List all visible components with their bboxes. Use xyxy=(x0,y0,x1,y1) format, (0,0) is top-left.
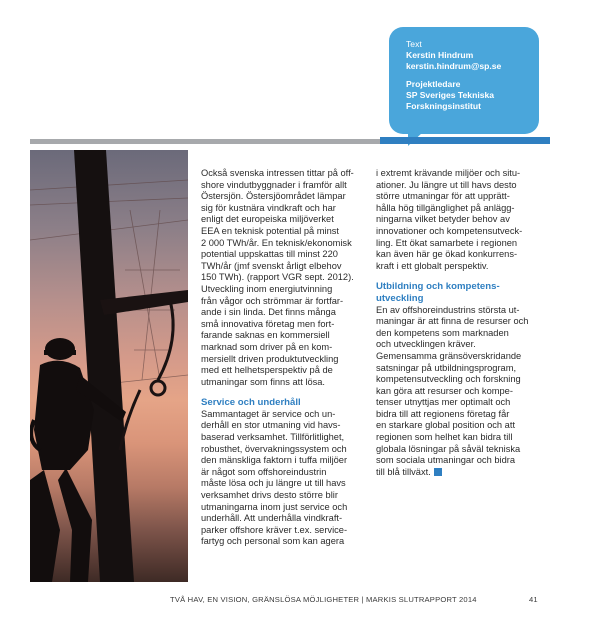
text-line: och utvecklingen kräver. xyxy=(376,339,476,350)
text-column-left xyxy=(201,168,364,548)
text-line: med ett helhetsperspektiv på de xyxy=(201,365,333,376)
text-line: enligt det europeiska miljöverket xyxy=(201,214,334,225)
text-line: ningarna vilket betyder behov av xyxy=(376,214,510,225)
text-line: kan även här ge ökad konkurrens- xyxy=(376,249,518,260)
text-line: större utmaningar för att upprätt- xyxy=(376,191,510,202)
text-line: TWh/år (jmf svenskt årligt elbehov xyxy=(201,260,342,271)
text-line: 150 TWh). (rapport VGR sept. 2012). xyxy=(201,272,354,283)
text-line: parker offshore kräver t.ex. service- xyxy=(201,524,348,535)
text-line: den kompetens som marknaden xyxy=(376,327,509,338)
article-end-mark xyxy=(434,468,442,476)
text-line: till blå tillväxt. xyxy=(376,467,540,479)
footer-title: TVÅ HAV, EN VISION, GRÄNSLÖSA MÖJLIGHETER | MARKIS SLUTRAPPORT 2014 xyxy=(170,595,477,604)
text-line: små innovativa företag men fort- xyxy=(201,318,335,329)
text-line: marknad som driver på en kom- xyxy=(201,341,333,352)
heading-education xyxy=(376,281,540,304)
column-right-paragraph-1 xyxy=(376,168,540,272)
text-line: bidra till att regionens företag får xyxy=(376,408,510,419)
column-right-paragraph-2 xyxy=(376,305,540,479)
text-line: En av offshoreindustrins största ut- xyxy=(376,304,520,315)
text-line: utmaningarna inom just service och xyxy=(201,501,348,512)
text-line: Östersjön. Östersjöområdet lämpar xyxy=(201,191,346,202)
text-line: EEA en teknisk potential på minst xyxy=(201,225,339,236)
text-line: ationer. Ju längre ut till havs desto xyxy=(376,179,517,190)
text-line: från vågor och strömmar är fortfar- xyxy=(201,295,344,306)
column-left-paragraph-2 xyxy=(201,409,364,548)
text-line: baserad verksamhet. Tillförlitlighet, xyxy=(201,432,345,443)
text-line: kompetensutveckling och forskning xyxy=(376,374,521,385)
text-line: Sammantaget är service och un- xyxy=(201,408,336,419)
text-line: tenser utnyttjas mer optimalt och xyxy=(376,397,511,408)
text-line: Gemensamma gränsöverskridande xyxy=(376,350,522,361)
text-line: kan göra att resurser och kompe- xyxy=(376,385,513,396)
text-line: i extremt krävande miljöer och situ- xyxy=(376,168,521,178)
text-line: ling. Ett ökat samarbete i regionen xyxy=(376,237,518,248)
text-line: potential uppskattas till minst 220 xyxy=(201,249,338,260)
heading-education-line1: Utbildning och kompetens- xyxy=(376,281,500,293)
text-line: är något som offshoreindustrin xyxy=(201,466,327,477)
text-line: den mänskliga faktorn i tuffa miljöer xyxy=(201,455,348,466)
contact-org-line1: SP Sveriges Tekniska xyxy=(406,90,495,100)
contact-email: kerstin.hindrum@sp.se xyxy=(406,61,502,71)
text-line: farande saknas en kommersiell xyxy=(201,330,330,341)
text-line: regionen som helhet kan bidra till xyxy=(376,432,513,443)
page-number: 41 xyxy=(529,595,538,604)
contact-bubble xyxy=(389,27,539,134)
text-line: en starkare global position och att xyxy=(376,420,516,431)
contact-label: Text xyxy=(406,39,422,49)
text-line: måste lösa och ju längre ut till havs xyxy=(201,478,346,489)
column-left-paragraph-1 xyxy=(201,168,364,388)
text-line: kraft i ett globalt perspektiv. xyxy=(376,260,489,271)
text-line: 2 000 TWh/år. En teknisk/ekonomisk xyxy=(201,237,352,248)
heading-service: Service och underhåll xyxy=(201,397,301,409)
text-line: Också svenska intressen tittar på off- xyxy=(201,168,354,178)
text-line: robusthet, övervakningssystem och xyxy=(201,443,347,454)
text-line: underhåll. Att underhålla vindkraft- xyxy=(201,513,343,524)
text-line: som sociala utmaningar och bidra xyxy=(376,455,516,466)
text-line: fartyg och personal som kan agera xyxy=(201,536,345,547)
text-line: innovationer och kompetensutveck- xyxy=(376,225,523,236)
heading-education-line2: utveckling xyxy=(376,292,424,304)
contact-name: Kerstin Hindrum xyxy=(406,50,474,60)
page-footer xyxy=(0,595,595,607)
text-line: sig för kustnära vindkraft och har xyxy=(201,202,336,213)
text-line: verksamhet drivs desto större blir xyxy=(201,490,338,501)
text-line: shore vindutbyggnader i framför allt xyxy=(201,179,347,190)
text-line: utmaningar som finns att lösa. xyxy=(201,376,326,387)
contact-org-line2: Forskningsinstitut xyxy=(406,101,481,111)
text-line: satsningar på utbildningsprogram, xyxy=(376,362,517,373)
worker-silhouette-photo xyxy=(30,150,188,582)
text-line: mersiellt driven produktutveckling xyxy=(201,353,339,364)
header-rule-accent xyxy=(380,137,550,144)
text-line: Utveckling inom energiutvinning xyxy=(201,283,333,294)
text-line: globala lösningar på såväl tekniska xyxy=(376,443,521,454)
text-line: maningar är att finna de resurser och xyxy=(376,316,529,327)
text-column-right xyxy=(376,168,540,478)
text-line: ande i sin linda. Det finns många xyxy=(201,307,336,318)
text-line: derhåll en stor utmaning vid havs- xyxy=(201,420,341,431)
contact-role: Projektledare xyxy=(406,79,461,89)
text-line: hålla hög tillgänglighet på anlägg- xyxy=(376,202,515,213)
